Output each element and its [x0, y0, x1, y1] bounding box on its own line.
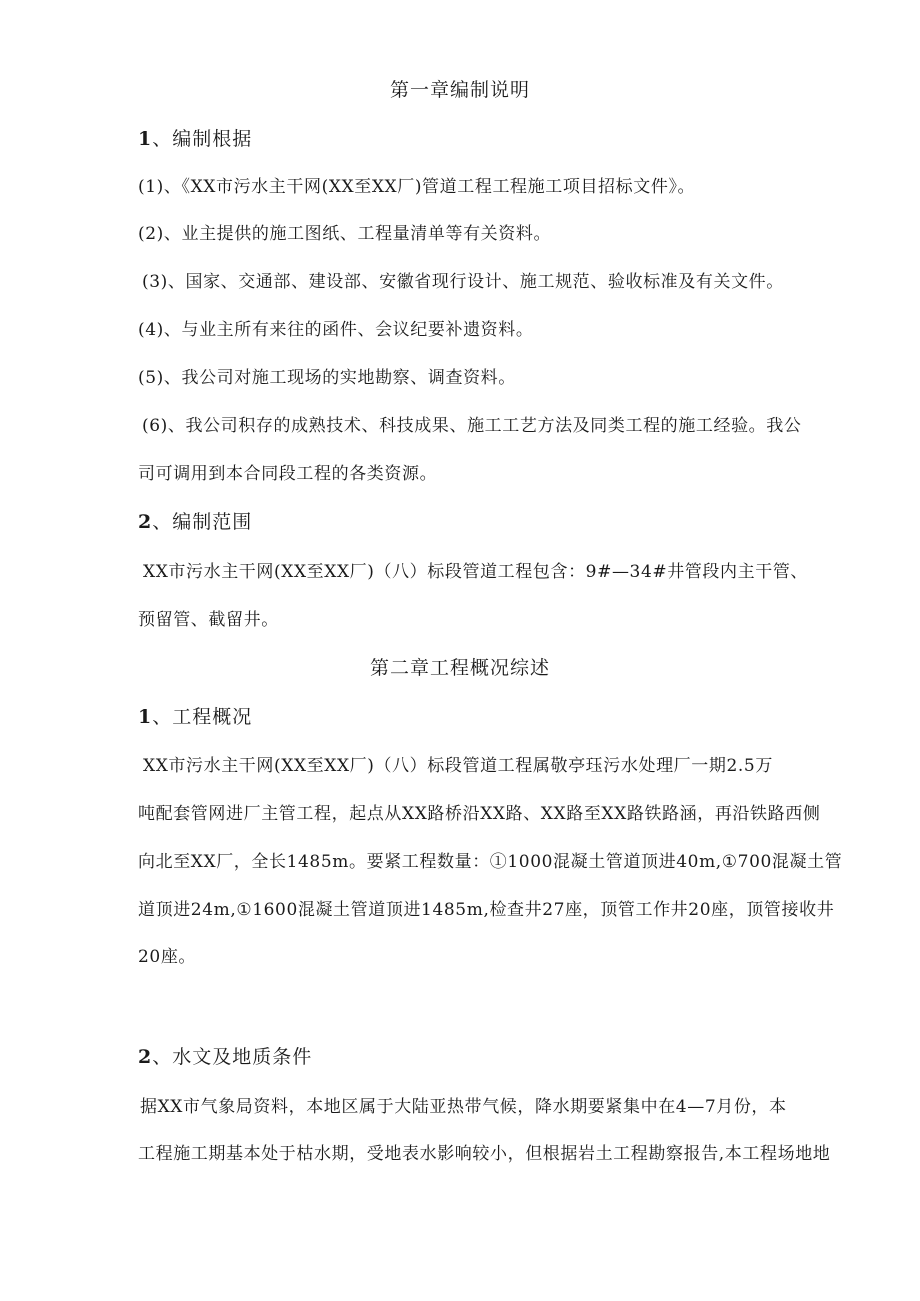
hydrology-heading-text: 、水文及地质条件: [152, 1046, 313, 1068]
hydrology-heading-num: 2: [138, 1046, 153, 1068]
section2-heading: [138, 511, 838, 533]
section1-heading-text: 、编制根据: [152, 128, 253, 150]
section2-heading-num: 2: [138, 511, 153, 533]
overview-heading-text: 、工程概况: [152, 706, 253, 728]
basis-item-3: (3)、国家、交通部、建设部、安徽省现行设计、施工规范、验收标准及有关文件。: [142, 272, 784, 292]
section1-heading: [138, 128, 838, 150]
basis-item-4: (4)、与业主所有来往的函件、会议纪要补遗资料。: [138, 320, 534, 340]
hydrology-heading: [138, 1046, 838, 1068]
basis-item-6: (6)、我公司积存的成熟技术、科技成果、施工工艺方法及同类工程的施工经验。我公: [142, 416, 802, 436]
scope-line-1: XX市污水主干网(XX至XX厂)（八）标段管道工程包含：9#—34#井管段内主干管、: [143, 562, 809, 582]
overview-line-2: 吨配套管网进厂主管工程，起点从XX路桥沿XX路、XX路至XX路铁路涵，再沿铁路西侧: [138, 804, 821, 824]
hydrology-line-2: 工程施工期基本处于枯水期，受地表水影响较小，但根据岩土工程勘察报告,本工程场地地: [138, 1144, 831, 1164]
basis-item-2: (2)、业主提供的施工图纸、工程量清单等有关资料。: [138, 224, 552, 244]
section1-heading-num: 1: [138, 128, 153, 150]
section2-heading-text: 、编制范围: [152, 511, 253, 533]
chapter2-title: 第二章工程概况综述: [369, 657, 550, 679]
overview-line-5: 20座。: [138, 947, 197, 967]
basis-item-1: (1)、《XX市污水主干网(XX至XX厂)管道工程工程施工项目招标文件》。: [138, 177, 696, 197]
chapter1-title: 第一章编制说明: [389, 79, 530, 101]
basis-item-6-cont: 司可调用到本合同段工程的各类资源。: [138, 464, 438, 484]
overview-line-1: XX市污水主干网(XX至XX厂)（八）标段管道工程属敬亭珏污水处理厂一期2.5万: [143, 756, 773, 776]
scope-line-2: 预留管、截留井。: [138, 610, 279, 630]
overview-heading: [138, 706, 838, 728]
basis-item-5: (5)、我公司对施工现场的实地勘察、调查资料。: [138, 368, 516, 388]
hydrology-line-1: 据XX市气象局资料，本地区属于大陆亚热带气候，降水期要紧集中在4—7月份，本: [140, 1097, 787, 1117]
overview-heading-num: 1: [138, 706, 153, 728]
overview-line-4: 道顶进24m,①1600混凝土管道顶进1485m,检查井27座，顶管工作井20座，顶管接收井: [138, 900, 835, 920]
overview-line-3: 向北至XX厂，全长1485m。要紧工程数量：①1000混凝土管道顶进40m,①700混凝土管: [138, 852, 843, 872]
